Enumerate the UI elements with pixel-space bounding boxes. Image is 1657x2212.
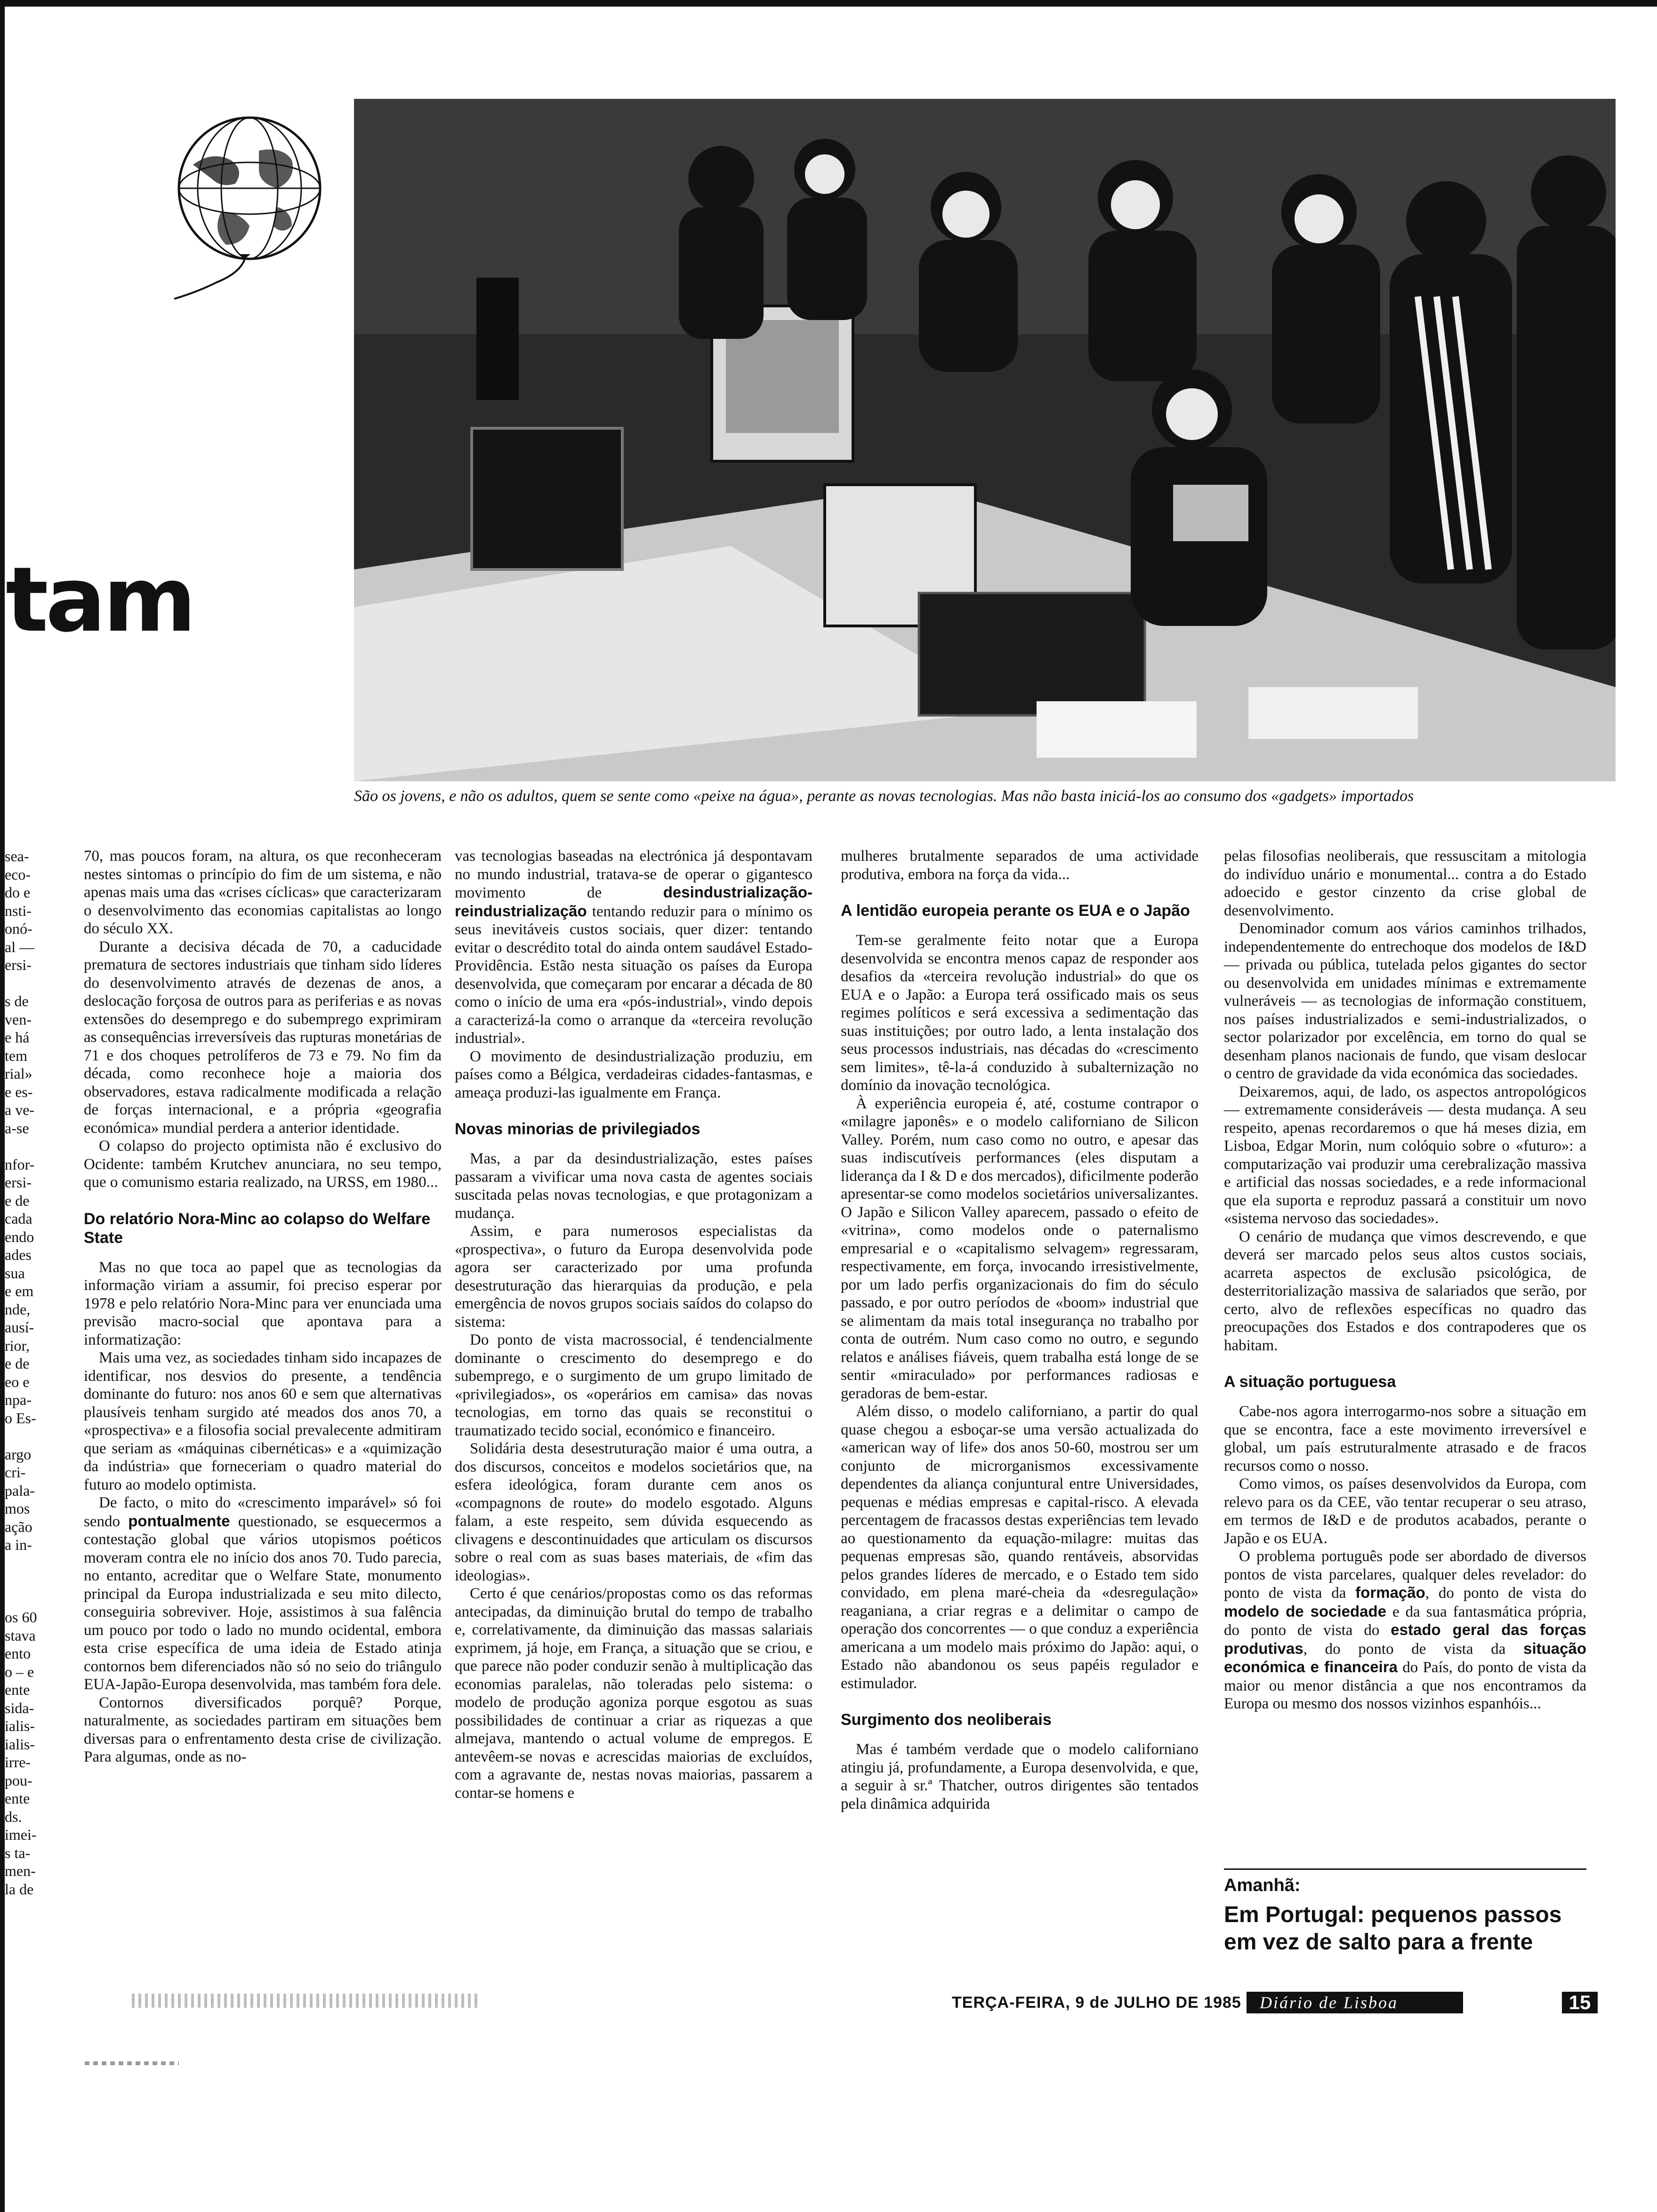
left-page-edge (0, 7, 5, 2212)
margin-fragment: ades (5, 1246, 32, 1263)
bold-term: modelo de sociedade (1224, 1602, 1387, 1620)
text-run: , do ponto de vista do (1425, 1585, 1586, 1602)
paragraph: O colapso do projecto optimista não é exclusivo do Ocidente: também Krutchev anunciara, no seu tempo, que o comunismo estaria realizado, na URSS, em 1980... (84, 1138, 442, 1191)
paragraph: Contornos diversificados porquê? Porque, naturalmente, as sociedades partiram em situações bem diversas para o enfrentamento desta crise de civilização. Para algumas, onde as no- (84, 1694, 442, 1765)
margin-fragment: eco- (5, 866, 31, 883)
margin-fragment: stava (5, 1627, 36, 1644)
paragraph: mulheres brutalmente separados de uma actividade produtiva, embora na força da vida... (841, 848, 1199, 883)
headline-fragment: tam (6, 548, 194, 652)
paragraph (455, 847, 812, 1048)
margin-fragment: pou- (5, 1771, 32, 1789)
margin-fragment: ialis- (5, 1735, 35, 1753)
top-border-rule (0, 0, 1657, 7)
article-column-3 (841, 847, 1199, 1813)
margin-fragment: ialis- (5, 1717, 35, 1734)
margin-fragment: tem (5, 1047, 27, 1064)
margin-fragment: imei- (5, 1826, 37, 1843)
paragraph: Além disso, o modelo californiano, a partir do qual quase chegou a esboçar-se uma versão actualizada do «american way of life» dos anos 50-60, mostrou ser um conjunto de microrganismos excessivamente dependentes da aliança conjuntural entre Universidades, pequenas e médias empresas e capital-risco. A elevada percentagem de fracassos destas experiências tem levado ao questionamento da equação-milagre: muitas das pequenas empresas são, quando rentáveis, absorvidas pelos grandes líderes de mercado, e o Estado tem sido convidado, em plena maré-cheia da «desregulação» reaganiana, a criar regras e a delimitar o campo de operação dos concorrentes — o que conduz a experiência americana a um modelo mais próximo do Japão: aqui, o Estado não abandonou os seus papéis regulador e estimulador. (841, 1403, 1199, 1692)
text-run: vas tecnologias baseadas na electrónica já despontavam no mundo industrial, tratava-se de operar o gigantesco movimento de (455, 848, 812, 901)
margin-fragment: s de (5, 993, 29, 1010)
paragraph (84, 1494, 442, 1694)
paragraph: Como vimos, os países desenvolvidos da Europa, com relevo para os da CEE, vão tentar recuperar o seu atraso, em termos de I&D e de produtos acabados, perante o Japão e os EUA. (1224, 1475, 1586, 1547)
footer-print-smudge (132, 1994, 480, 2008)
paragraph: Mas é também verdade que o modelo californiano atingiu já, profundamente, a Europa desenvolvida, e que, a seguir à sr.ª Thatcher, outros dirigentes são tentados pela dinâmica adquirida (841, 1741, 1199, 1812)
margin-fragment: ds. (5, 1808, 22, 1825)
margin-fragment: sua (5, 1264, 25, 1282)
bold-term: formação (1355, 1584, 1425, 1601)
margin-fragment: ven- (5, 1010, 32, 1028)
paragraph: Tem-se geralmente feito notar que a Europa desenvolvida se encontra menos capaz de responder aos desafios da «terceira revolução industrial» do que os EUA e o Japão: a Europa terá ossificado mais os seus regimes políticos e será excessiva a sedimentação das suas instituições; por outro lado, a lenta instalação dos seus processos industriais, nas décadas do «crescimento sem limites», tê-la-á conduzido à subalternização no domínio da inovação tecnológica. (841, 932, 1199, 1094)
paragraph: Mas, a par da desindustrialização, estes países passaram a vivificar uma nova casta de agentes sociais suscitada pelas novas tecnologias, e que protagonizam a mudança. (455, 1150, 812, 1222)
margin-fragment (5, 1137, 47, 1155)
paragraph: Mais uma vez, as sociedades tinham sido incapazes de identificar, nos desvios do presente, a tendência dominante do futuro: nos anos 60 e sem que alternativas plausíveis tenham surgido até meados dos anos 70, a «prospectiva» e a filosofia social prevalecente admitiram que seriam as «máquinas cibernéticas» e a «quimização da indústria» que forneceriam o quadro material do futuro ao modelo optimista. (84, 1349, 442, 1493)
subheading: Do relatório Nora-Minc ao colapso do Welfare State (84, 1210, 431, 1247)
margin-fragment: sida- (5, 1699, 34, 1716)
text-run: e da sua fantasmática própria, do ponto de vista do (1224, 1603, 1586, 1639)
subheading: A lentidão europeia perante os EUA e o Japão (841, 902, 1190, 920)
bold-term: pontualmente (128, 1512, 230, 1530)
bold-term: estado geral das forças produtivas (1224, 1621, 1586, 1657)
article-column-1 (84, 847, 442, 1766)
margin-fragment: al — (5, 938, 35, 955)
margin-fragment: onó- (5, 920, 32, 937)
margin-fragment: e es- (5, 1083, 33, 1100)
margin-fragment: e de (5, 1355, 30, 1372)
subheading: Surgimento dos neoliberais (841, 1711, 1052, 1729)
paragraph: pelas filosofias neoliberais, que ressuscitam a mitologia do indivíduo unário e monumental... contra a do Estado adoecido e gestor cinzento da crise global de desenvolvimento. (1224, 848, 1586, 919)
footer-print-smudge (85, 2061, 179, 2065)
margin-fragment: ausí- (5, 1319, 34, 1336)
margin-fragment: nde, (5, 1300, 31, 1318)
text-run: questionado, se esquecermos a contestação global que vários utopismos poéticos moveram contra ele no início dos anos 70. Tudo parecia, no entanto, acreditar que o Welfare State, monumento principal da Europa industrializada e seu mito dilecto, conseguiria sobreviver. Hoje, assistimos à sua falência um pouco por todo o lado no mundo ocidental, embora esta crise específica de uma ideia de Estado atinja contornos bem diferenciados não só no seio do triângulo EUA-Japão-Europa desenvolvida, mas também fora dele. (84, 1513, 442, 1693)
paragraph: Certo é que cenários/propostas como os das reformas antecipadas, da diminuição brutal do tempo de trabalho e, correlativamente, da diminuição das massas salariais exprimem, já hoje, em França, a situação que se criou, e que parece não poder conduzir senão à multiplicação das economias paralelas, não toleradas pelo sistema: o modelo de produção agoniza porque esgotou as suas possibilidades de continuar a criar as riquezas a que almejava, mantendo o actual volume de empregos. E antevêem-se novas e acrescidas maiorias de excluídos, com a agravante de, nestas novas maiorias, passarem a contar-se homens e (455, 1585, 812, 1802)
margin-fragment: e há (5, 1029, 30, 1046)
paragraph: Denominador comum aos vários caminhos trilhados, independentemente do entrechoque dos modelos de I&D — privada ou pública, tutelada pelos gigantes do sector ou desenvolvida em unidades mínimas e extremamente vulneráveis — as tecnologias de informação constituem, nos países industrializados e semi-industrializados, o sector polarizador por excelência, em torno do qual se desenham planos nacionais de fundo, que visam deslocar o centro de gravidade da vida económica das sociedades. (1224, 920, 1586, 1082)
article-column-4 (1224, 847, 1586, 1713)
text-run: De facto, o mito do «crescimento imparável» só foi sendo (84, 1494, 442, 1530)
margin-fragment: os 60 (5, 1609, 37, 1626)
margin-fragment: npa- (5, 1391, 32, 1408)
article-column-2 (455, 847, 812, 1802)
margin-fragment: ento (5, 1645, 31, 1662)
margin-fragment: rial» (5, 1065, 32, 1082)
margin-fragment: pala- (5, 1482, 35, 1499)
page-number: 15 (1562, 1992, 1598, 2013)
margin-fragment (5, 1427, 47, 1445)
text-run: , do ponto de vista da (1303, 1640, 1524, 1658)
paragraph: Do ponto de vista macrossocial, é tendencialmente dominante o crescimento do desemprego e do subemprego, e o surgimento de um grupo limitado de «privilegiados», os «operários em camisa» das novas tecnologias, em torno das quais se reconstitui o traumatizado tecido social, económico e financeiro. (455, 1331, 812, 1439)
margin-fragments-column (5, 847, 47, 1898)
teaser-rule (1224, 1868, 1586, 1870)
paragraph: O cenário de mudança que vimos descrevendo, e que deverá ser marcado pelos seus altos custos sociais, acarreta aspectos de exclusão psicológica, de desterritorialização massiva de salariados que serão, por certo, alvo de reflexões específicas no quadro das preocupações dos Estados e dos contrapoderes que os habitam. (1224, 1228, 1586, 1354)
margin-fragment: eo e (5, 1373, 30, 1390)
bold-term: desindustrialização-reindustrialização (455, 883, 812, 920)
margin-fragment: do e (5, 884, 31, 901)
globe-balloon-icon (151, 108, 348, 306)
subheading: Novas minorias de privilegiados (455, 1120, 700, 1138)
margin-fragment: la de (5, 1880, 34, 1898)
margin-fragment (5, 1554, 47, 1572)
margin-fragment: endo (5, 1228, 34, 1245)
paragraph: À experiência europeia é, até, costume contrapor o «milagre japonês» e o modelo californiano de Silicon Valley. Porém, num caso como no outro, e apesar das suas indiscutíveis performances (eles disputam a liderança da I & D e dos mercados), dificilmente poderão apresentar-se como modelos societários universalizantes. O Japão e Silicon Valley aparecem, passado o efeito de «vitrina», como modelos onde o paternalismo empresarial e o «capitalismo selvagem» regressaram, respectivamente, em força, invocando irresistivelmente, por um lado perfis organizacionais do fim do século passado, e por outro períodos de «boom» industrial que se alimentam da mais total insegurança no trabalho por conta de outrém. Num caso como no outro, e segundo relatos e análises fiáveis, quem trabalha está longe de se sentir «miraculado» por performances radiosas e geradoras de bem-estar. (841, 1095, 1199, 1402)
bold-term: situação económica e financeira (1224, 1639, 1586, 1675)
margin-fragment: cada (5, 1210, 32, 1227)
margin-fragment: s ta- (5, 1844, 31, 1861)
photo-caption: São os jovens, e não os adultos, quem se sente como «peixe na água», perante as novas tecnologias. Mas não basta iniciá-los ao consumo dos «gadgets» importados (354, 787, 1414, 805)
margin-fragment: nfor- (5, 1155, 35, 1173)
footer-date: TERÇA-FEIRA, 9 de JULHO DE 1985 (952, 1994, 1241, 2012)
margin-fragment (5, 974, 47, 993)
paragraph: Durante a decisiva década de 70, a caducidade prematura de sectores industriais que tinham sido líderes do desenvolvimento através de dezenas de anos, a deslocação forçosa de outros para as periferias e as novas extensões do desemprego e do subemprego exprimiram as consequências irreversíveis das rupturas monetárias de 71 e dos choques petrolíferos de 73 e 79. No fim da década, como reconhece hoje a maioria dos observadores, estava radicalmente modificada a relação de forças internacional, e a própria «geografia económica» mundial perdera a anterior identidade. (84, 938, 442, 1137)
paragraph: Assim, e para numerosos especialistas da «prospectiva», o futuro da Europa desenvolvida pode agora ser caracterizado por uma profunda desestruturação das hierarquias da produção, e pela emergência de novos grupos sociais saídos do colapso do sistema: (455, 1223, 812, 1330)
margin-fragment: nsti- (5, 902, 32, 919)
margin-fragment: e de (5, 1192, 30, 1209)
footer-masthead: Diário de Lisboa (1247, 1992, 1463, 2013)
margin-fragment: o Es- (5, 1409, 36, 1427)
margin-fragment: ente (5, 1681, 30, 1698)
teaser-label: Amanhã: (1224, 1875, 1301, 1895)
margin-fragment (5, 1590, 47, 1609)
margin-fragment: sea- (5, 848, 29, 865)
paragraph: Cabe-nos agora interrogarmo-nos sobre a situação em que se encontra, face a este movimento irreversível e global, um país estruturalmente atrasado e de fracos recursos como o nosso. (1224, 1403, 1586, 1475)
margin-fragment: ersi- (5, 956, 32, 973)
paragraph: 70, mas poucos foram, na altura, os que reconheceram nestes sintomas o princípio do fim de um sistema, e não apenas mais uma das «crises cíclicas» que caracterizaram o desenvolvimento das economias capitalistas ao longo do século XX. (84, 848, 442, 937)
margin-fragment: cri- (5, 1464, 26, 1481)
margin-fragment: o – e (5, 1663, 34, 1680)
paragraph: Mas no que toca ao papel que as tecnologias da informação viriam a assumir, foi preciso esperar por 1978 e pelo relatório Nora-Minc para ver enunciada uma previsão macro-social que apontava para a informatização: (84, 1258, 442, 1348)
margin-fragment: irre- (5, 1754, 31, 1771)
students-computers-photo (354, 99, 1616, 781)
margin-fragment: argo (5, 1445, 32, 1463)
margin-fragment: ente (5, 1790, 30, 1807)
margin-fragment: a in- (5, 1536, 32, 1553)
paragraph (1224, 1547, 1586, 1713)
margin-fragment: a ve- (5, 1101, 35, 1118)
teaser-title: Em Portugal: pequenos passos em vez de salto para a frente (1224, 1902, 1562, 1955)
margin-fragment (5, 1572, 47, 1590)
margin-fragment: ersi- (5, 1174, 32, 1191)
paragraph: O movimento de desindustrialização produziu, em países como a Bélgica, verdadeiras cidades-fantasmas, e ameaça produzi-las igualmente em França. (455, 1048, 812, 1101)
margin-fragment: ação (5, 1518, 32, 1535)
text-run: O problema português pode ser abordado de diversos pontos de vista parcelares, qualquer deles revelador: do ponto de vista da (1224, 1548, 1586, 1602)
subheading: A situação portuguesa (1224, 1373, 1396, 1391)
margin-fragment: mos (5, 1500, 30, 1517)
margin-fragment: a-se (5, 1119, 29, 1137)
paragraph: Deixaremos, aqui, de lado, os aspectos antropológicos — extremamente consideráveis — desta mudança. A seu respeito, apenas recordaremos o que há meses dizia, em Lisboa, Edgar Morin, num colóquio sobre o «futuro»: a computarização vai produzir uma cerebralização massiva e artificial das nossas sociedades, e a rede informacional que ela suporta e reproduz passará a constituir um novo «sistema nervoso das sociedades». (1224, 1083, 1586, 1227)
margin-fragment: rior, (5, 1337, 30, 1354)
margin-fragment: men- (5, 1862, 36, 1879)
text-run: do País, do ponto de vista da maior ou menor distância a que nos encontramos da Europa ou mesmo dos nossos vizinhos espanhóis... (1224, 1659, 1586, 1712)
text-run: tentando reduzir para o mínimo os seus inevitáveis custos sociais, quer dizer: tentando evitar o descrédito total do ainda ontem saudável Estado-Providência. Estão nesta situação os países da Europa desenvolvida, que começaram por encarar a década de 80 como o início de uma era «pós-industrial», vindo depois a caracterizá-la como o arranque da «terceira revolução industrial». (455, 903, 812, 1047)
margin-fragment: e em (5, 1282, 34, 1299)
paragraph: Solidária desta desestruturação maior é uma outra, a dos discursos, conceitos e modelos societários que, na esfera ideológica, foram durante cem anos os «compagnons de route» do modelo esgotado. Alguns falam, a este respeito, sem dúvida esquecendo as clivagens e descontinuidades que articulam os discursos sobre o real com as suas bases materiais, de «fim das ideologias». (455, 1440, 812, 1584)
